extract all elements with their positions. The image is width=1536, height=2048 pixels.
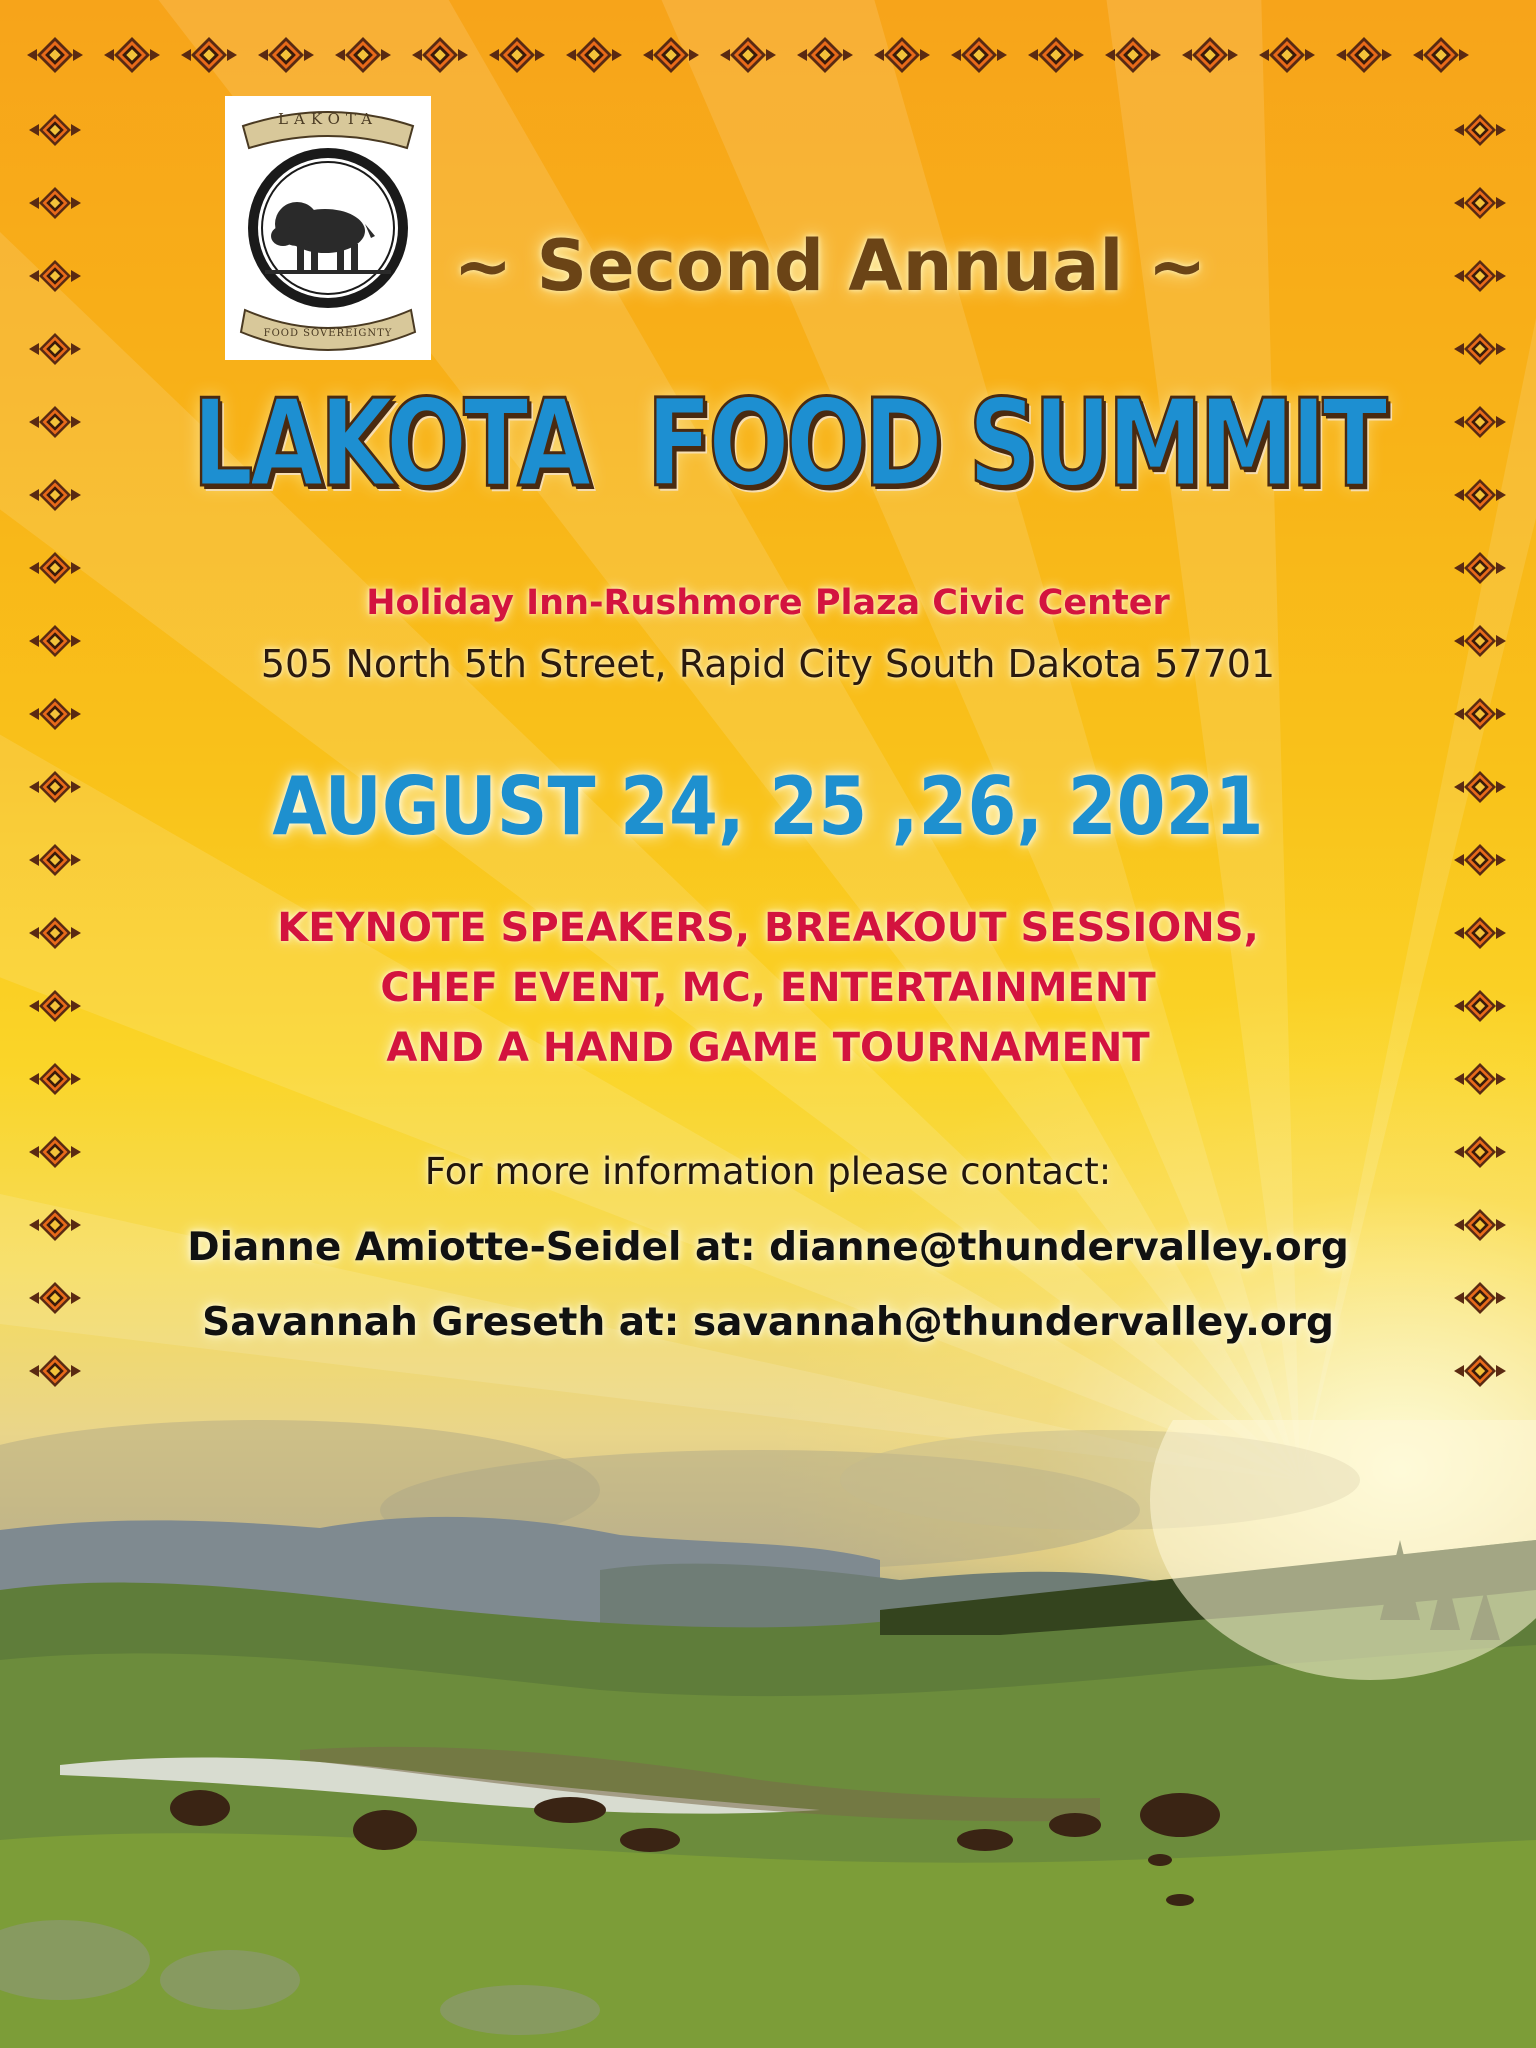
venue-address: 505 North 5th Street, Rapid City South Dakota 57701 (260, 642, 1276, 686)
logo-top-text: LAKOTA (278, 110, 378, 128)
prairie-landscape (0, 1420, 1536, 2048)
contact-dianne: Dianne Amiotte-Seidel at: dianne@thundervalley.org (187, 1225, 1349, 1270)
event-dates: AUGUST 24, 25 ,26, 2021 (272, 760, 1264, 853)
venue-name: Holiday Inn-Rushmore Plaza Civic Center (366, 583, 1170, 623)
event-title: LAKOTA FOOD SUMMIT (192, 375, 1384, 514)
contact-prompt: For more information please contact: (424, 1150, 1112, 1193)
svg-text:FOOD SOVEREIGNTY: FOOD SOVEREIGNTY (263, 328, 393, 339)
features-line-3: AND A HAND GAME TOURNAMENT (386, 1025, 1150, 1071)
features-line-1: KEYNOTE SPEAKERS, BREAKOUT SESSIONS, (277, 905, 1259, 951)
features-line-2: CHEF EVENT, MC, ENTERTAINMENT (380, 965, 1156, 1011)
contact-savannah: Savannah Greseth at: savannah@thundervalley.org (202, 1300, 1334, 1345)
subtitle: ~ Second Annual ~ (453, 225, 1207, 307)
